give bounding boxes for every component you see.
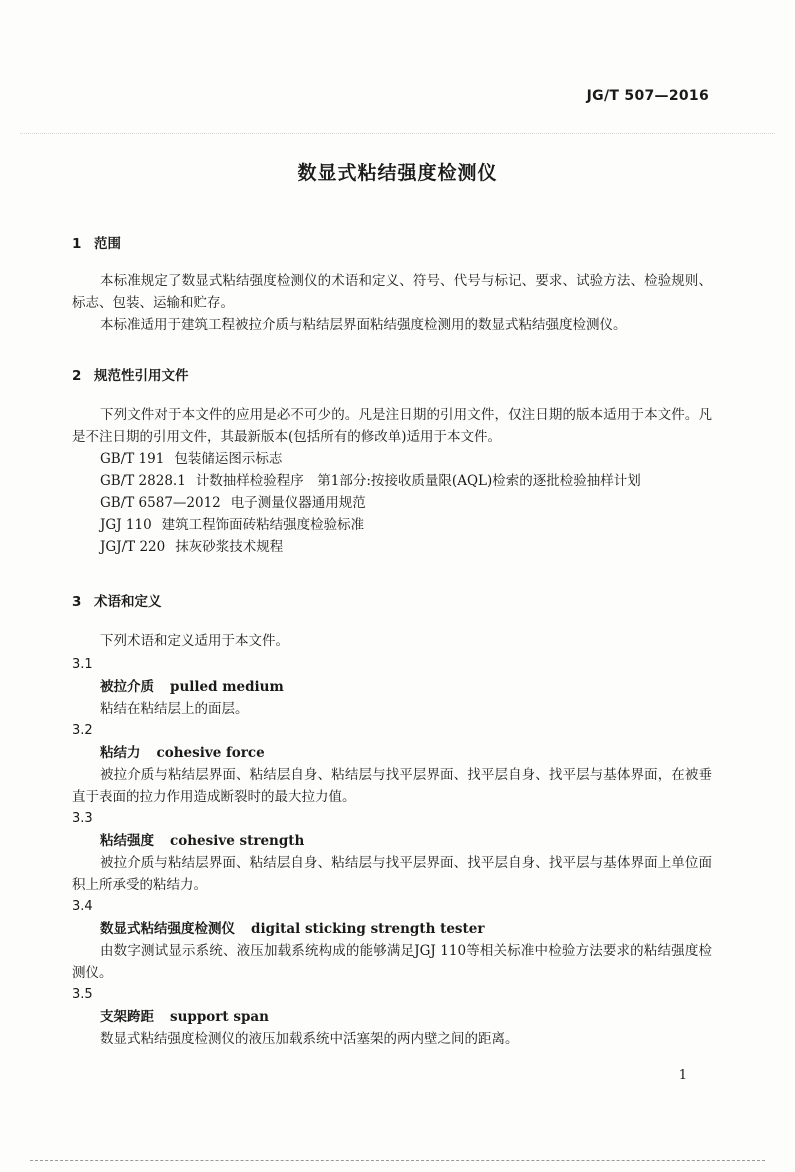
- term-definition: 数显式粘结强度检测仪的液压加载系统中活塞架的两内壁之间的距离。: [100, 1031, 519, 1047]
- term-en: cohesive strength: [170, 833, 305, 849]
- term-name: [72, 918, 712, 940]
- reference-item: [72, 448, 712, 470]
- term-en: support span: [170, 1009, 269, 1025]
- reference-title: 计数抽样检验程序 第1部分:按接收质量限(AQL)检索的逐批检验抽样计划: [195, 473, 641, 489]
- section-2-body: [72, 404, 712, 558]
- header-divider: [20, 133, 775, 134]
- term-definition: 被拉介质与粘结层界面、粘结层自身、粘结层与找平层界面、找平层自身、找平层与基体界面，在被垂直于表面的拉力作用造成断裂时的最大拉力值。: [72, 767, 712, 805]
- section-title: 术语和定义: [94, 594, 162, 610]
- term-definition: 被拉介质与粘结层界面、粘结层自身、粘结层与找平层界面、找平层自身、找平层与基体界面上单位面积上所承受的粘结力。: [72, 855, 712, 893]
- term-cn: 粘结强度: [100, 833, 154, 849]
- reference-code: GB/T 6587—2012: [100, 495, 221, 511]
- reference-title: 包装储运图示标志: [174, 451, 283, 467]
- term-name: [72, 742, 712, 764]
- reference-title: 建筑工程饰面砖粘结强度检验标准: [161, 517, 365, 533]
- term-definition: 粘结在粘结层上的面层。: [100, 701, 249, 717]
- term-cn: 被拉介质: [100, 679, 154, 695]
- term-cn: 数显式粘结强度检测仪: [100, 921, 235, 937]
- term-number: 3.2: [72, 723, 93, 738]
- standard-number: JG/T 507—2016: [586, 88, 709, 104]
- section-number: 1: [72, 236, 82, 252]
- reference-code: GB/T 191: [100, 451, 165, 467]
- term-cn: 粘结力: [100, 745, 141, 761]
- term-number: 3.5: [72, 987, 93, 1002]
- reference-title: 抹灰砂浆技术规程: [175, 539, 284, 555]
- term-en: cohesive force: [156, 745, 265, 761]
- term-name: [72, 676, 712, 698]
- section-3-body: [72, 630, 712, 1050]
- term-number: 3.1: [72, 657, 93, 672]
- reference-item: [72, 470, 712, 492]
- section-title: 规范性引用文件: [94, 368, 189, 384]
- paragraph: 本标准适用于建筑工程被拉介质与粘结层界面粘结强度检测用的数显式粘结强度检测仪。: [100, 317, 627, 333]
- paragraph: 本标准规定了数显式粘结强度检测仪的术语和定义、符号、代号与标记、要求、试验方法、检验规则、标志、包装、运输和贮存。: [72, 273, 712, 311]
- section-1-body: [72, 270, 712, 336]
- section-2-heading: [72, 364, 189, 384]
- term-number: 3.3: [72, 811, 93, 826]
- reference-item: [72, 536, 712, 558]
- term-number: 3.4: [72, 899, 93, 914]
- reference-code: JGJ 110: [100, 517, 152, 533]
- section-title: 范围: [94, 236, 121, 252]
- section-3-heading: [72, 590, 162, 610]
- reference-item: [72, 492, 712, 514]
- page-number: 1: [678, 1068, 687, 1083]
- section-number: 2: [72, 368, 82, 384]
- footer-divider: [30, 1160, 765, 1161]
- reference-code: GB/T 2828.1: [100, 473, 186, 489]
- paragraph: 下列术语和定义适用于本文件。: [100, 633, 289, 649]
- reference-code: JGJ/T 220: [100, 539, 166, 555]
- term-en: digital sticking strength tester: [251, 921, 485, 937]
- section-number: 3: [72, 594, 82, 610]
- term-definition: 由数字测试显示系统、液压加载系统构成的能够满足JGJ 110等相关标准中检验方法要求的粘结强度检测仪。: [72, 943, 712, 981]
- term-en: pulled medium: [170, 679, 284, 695]
- section-1-heading: [72, 232, 121, 252]
- reference-item: [72, 514, 712, 536]
- document-title: 数显式粘结强度检测仪: [297, 162, 498, 184]
- term-name: [72, 1006, 712, 1028]
- term-cn: 支架跨距: [100, 1009, 154, 1025]
- paragraph: 下列文件对于本文件的应用是必不可少的。凡是注日期的引用文件，仅注日期的版本适用于本文件。凡是不注日期的引用文件，其最新版本(包括所有的修改单)适用于本文件。: [72, 407, 712, 445]
- reference-title: 电子测量仪器通用规范: [230, 495, 366, 511]
- term-name: [72, 830, 712, 852]
